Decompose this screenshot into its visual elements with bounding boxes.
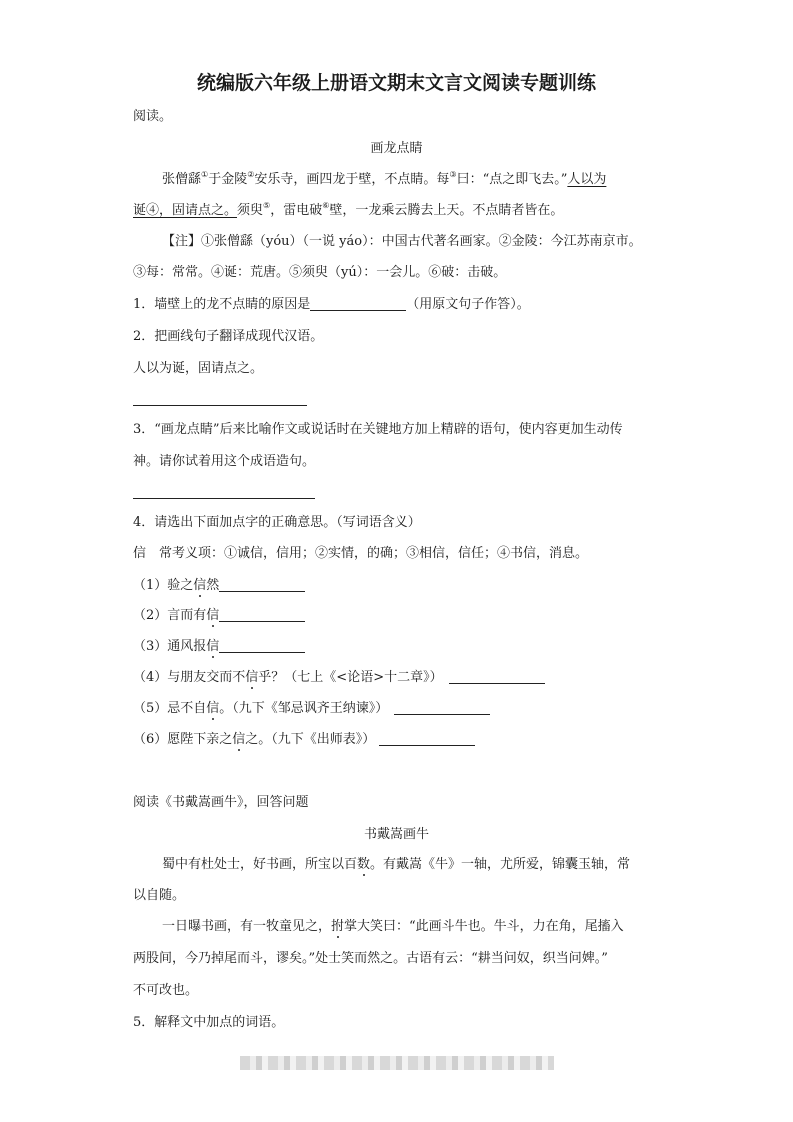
question-2-sentence: 人以为诞，固请点之。 (133, 361, 264, 376)
underlined-sentence: 诞④，固请点之。 (133, 203, 238, 218)
answer-blank-q4-2[interactable] (219, 607, 305, 622)
q4-item-1: （1）验之信然 (133, 577, 305, 595)
answer-blank-q4-6[interactable] (379, 731, 475, 746)
notes-line1: 【注】①张僧繇（yóu）（一说 yáo）：中国古代著名画家。②金陵：今江苏南京市。 (162, 234, 642, 249)
q4-item-3: （3）通风报信 (133, 638, 305, 656)
answer-blank-q4-4[interactable] (449, 669, 545, 684)
answer-line-q3[interactable] (133, 498, 315, 499)
question-4-options: 信 常考义项：①诚信，信用；②实情，的确；③相信，信任；④书信，消息。 (133, 546, 589, 561)
question-2: 2．把画线句子翻译成现代汉语。 (133, 329, 324, 344)
dotted-char: 信 (245, 670, 259, 685)
dotted-char: 信 (232, 732, 246, 747)
answer-blank-q4-5[interactable] (394, 700, 490, 715)
passage1-line2: 诞④，固请点之。须臾⑤，雷电破⑥壁，一龙乘云腾去上天。不点睛者皆在。 (133, 201, 564, 218)
dotted-char: 拊 (331, 919, 345, 934)
question-1: 1．墙壁上的龙不点睛的原因是 （用原文句子作答）。 (133, 297, 530, 312)
passage1-line1: 张僧繇①于金陵②安乐寺，画四龙于壁，不点睛。每③曰：“点之即飞去。”人以为 (162, 170, 607, 187)
underlined-sentence: 人以为 (567, 172, 607, 187)
answer-blank-q4-1[interactable] (219, 577, 305, 592)
passage2-line1: 蜀中有杜处士，好书画，所宝以百数。有戴嵩《牛》一轴，尤所爱，锦囊玉轴，常 (162, 857, 631, 872)
blurred-watermark-footer (240, 1056, 554, 1070)
passage2-line3: 一日曝书画，有一牧童见之，拊掌大笑曰：“此画斗牛也。牛斗，力在角，尾搐入 (162, 919, 624, 934)
section1-intro: 阅读。 (133, 109, 173, 124)
dotted-char: 信 (206, 608, 220, 623)
question-3-line1: 3．“画龙点睛”后来比喻作文或说话时在关键地方加上精辟的语句，使内容更加生动传 (133, 422, 623, 437)
passage2-line4: 两股间，今乃掉尾而斗，谬矣。”处士笑而然之。古语有云：“耕当问奴，织当问婢。” (133, 951, 608, 966)
passage1-title: 画龙点睛 (370, 141, 423, 156)
passage2-title: 书戴嵩画牛 (363, 827, 429, 842)
q4-item-4: （4）与朋友交而不信乎？（七上《<论语>十二章》） (133, 669, 545, 687)
passage2-line5: 不可改也。 (133, 983, 199, 998)
dotted-char: 信 (193, 578, 207, 593)
question-5: 5．解释文中加点的词语。 (133, 1015, 285, 1030)
q4-item-6: （6）愿陛下亲之信之。（九下《出师表》） (133, 731, 475, 749)
q4-item-5: （5）忌不自信。（九下《邹忌讽齐王纳谏》） (133, 700, 490, 718)
notes-line2: ③每：常常。④诞：荒唐。⑤须臾（yú）：一会儿。⑥破：击破。 (133, 265, 507, 280)
question-3-line2: 神。请你试着用这个成语造句。 (133, 454, 316, 469)
q4-item-2: （2）言而有信 (133, 607, 305, 625)
passage2-line2: 以自随。 (133, 888, 186, 903)
page-title: 统编版六年级上册语文期末文言文阅读专题训练 (196, 72, 596, 94)
section2-intro: 阅读《书戴嵩画牛》，回答问题 (133, 795, 309, 810)
dotted-char: 数 (357, 857, 371, 872)
answer-blank-q4-3[interactable] (219, 638, 305, 653)
answer-line-q2[interactable] (133, 405, 307, 406)
dotted-char: 信 (206, 701, 220, 716)
answer-blank-q1[interactable] (310, 296, 406, 311)
dotted-char: 信 (206, 639, 220, 654)
question-4: 4．请选出下面加点字的正确意思。（写词语含义） (133, 515, 421, 530)
